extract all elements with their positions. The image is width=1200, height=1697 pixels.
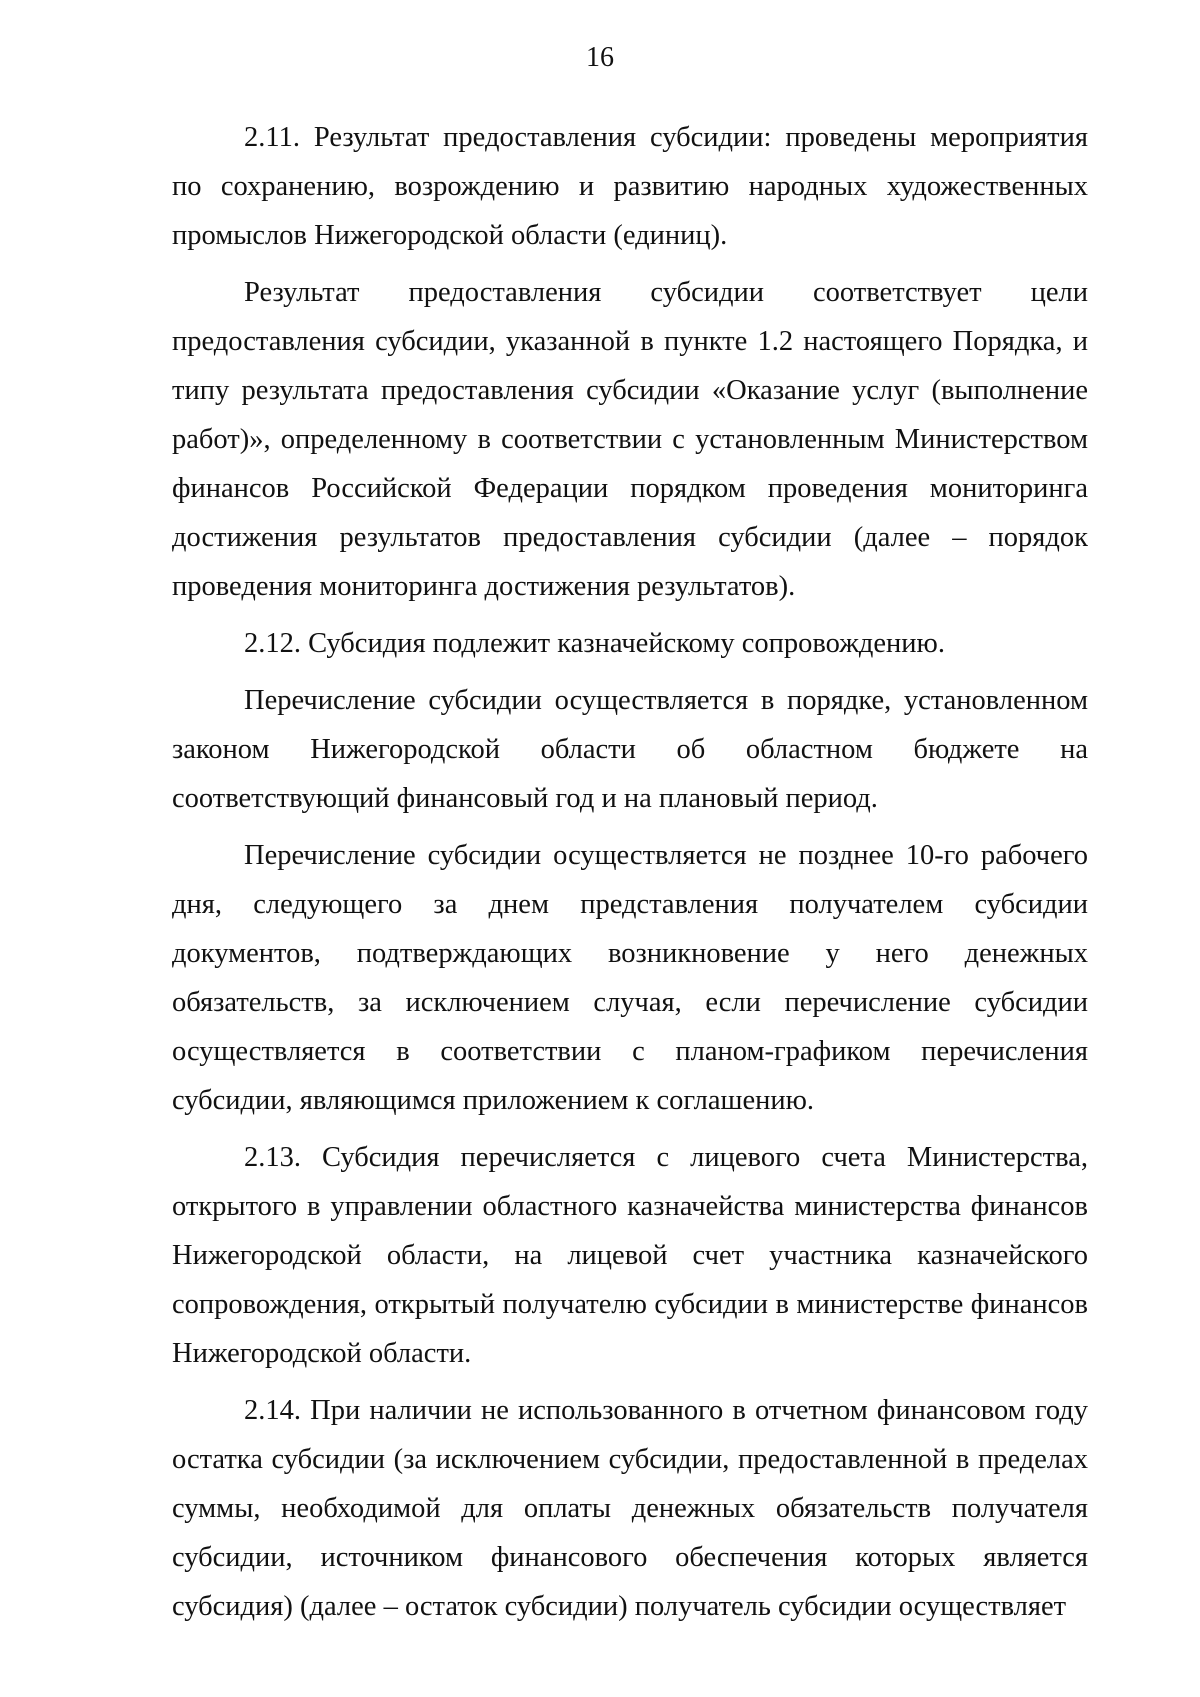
paragraph-result-purpose: Результат предоставления субсидии соответствует цели предоставления субсидии, указанной в пункте 1.2 настоящего Порядка, и типу результата предоставления субсидии «Оказание услуг (выполнение работ)», определенному в соответствии с установленным Министерством финансов Российской Федерации порядком проведения мониторинга достижения результатов предоставления субсидии (далее – порядок проведения мониторинга достижения результатов). xyxy=(172,277,1088,602)
page-number: 16 xyxy=(586,42,614,73)
paragraph-2-11: 2.11. Результат предоставления субсидии: проведены мероприятия по сохранению, возрождению и развитию народных художественных промыслов Нижегородской области (единиц). xyxy=(172,122,1088,251)
paragraph-2-13: 2.13. Субсидия перечисляется с лицевого счета Министерства, открытого в управлении областного казначейства министерства финансов Нижегородской области, на лицевой счет участника казначейского сопровождения, открытый получателю субсидии в министерстве финансов Нижегородской области. xyxy=(172,1142,1088,1369)
paragraph-transfer-deadline: Перечисление субсидии осуществляется не позднее 10-го рабочего дня, следующего за днем представления получателем субсидии документов, подтверждающих возникновение у него денежных обязательств, за исключением случая, если перечисление субсидии осуществляется в соответствии с планом-графиком перечисления субсидии, являющимся приложением к соглашению. xyxy=(172,840,1088,1116)
document-body xyxy=(172,113,1088,1631)
paragraph-2-12: 2.12. Субсидия подлежит казначейскому сопровождению. xyxy=(244,628,945,659)
paragraph-2-14: 2.14. При наличии не использованного в отчетном финансовом году остатка субсидии (за исключением субсидии, предоставленной в пределах суммы, необходимой для оплаты денежных обязательств получателя субсидии, источником финансового обеспечения которых является субсидия) (далее – остаток субсидии) получатель субсидии осуществляет xyxy=(172,1395,1088,1622)
paragraph-transfer-procedure: Перечисление субсидии осуществляется в порядке, установленном законом Нижегородской области об областном бюджете на соответствующий финансовый год и на плановый период. xyxy=(172,685,1088,814)
